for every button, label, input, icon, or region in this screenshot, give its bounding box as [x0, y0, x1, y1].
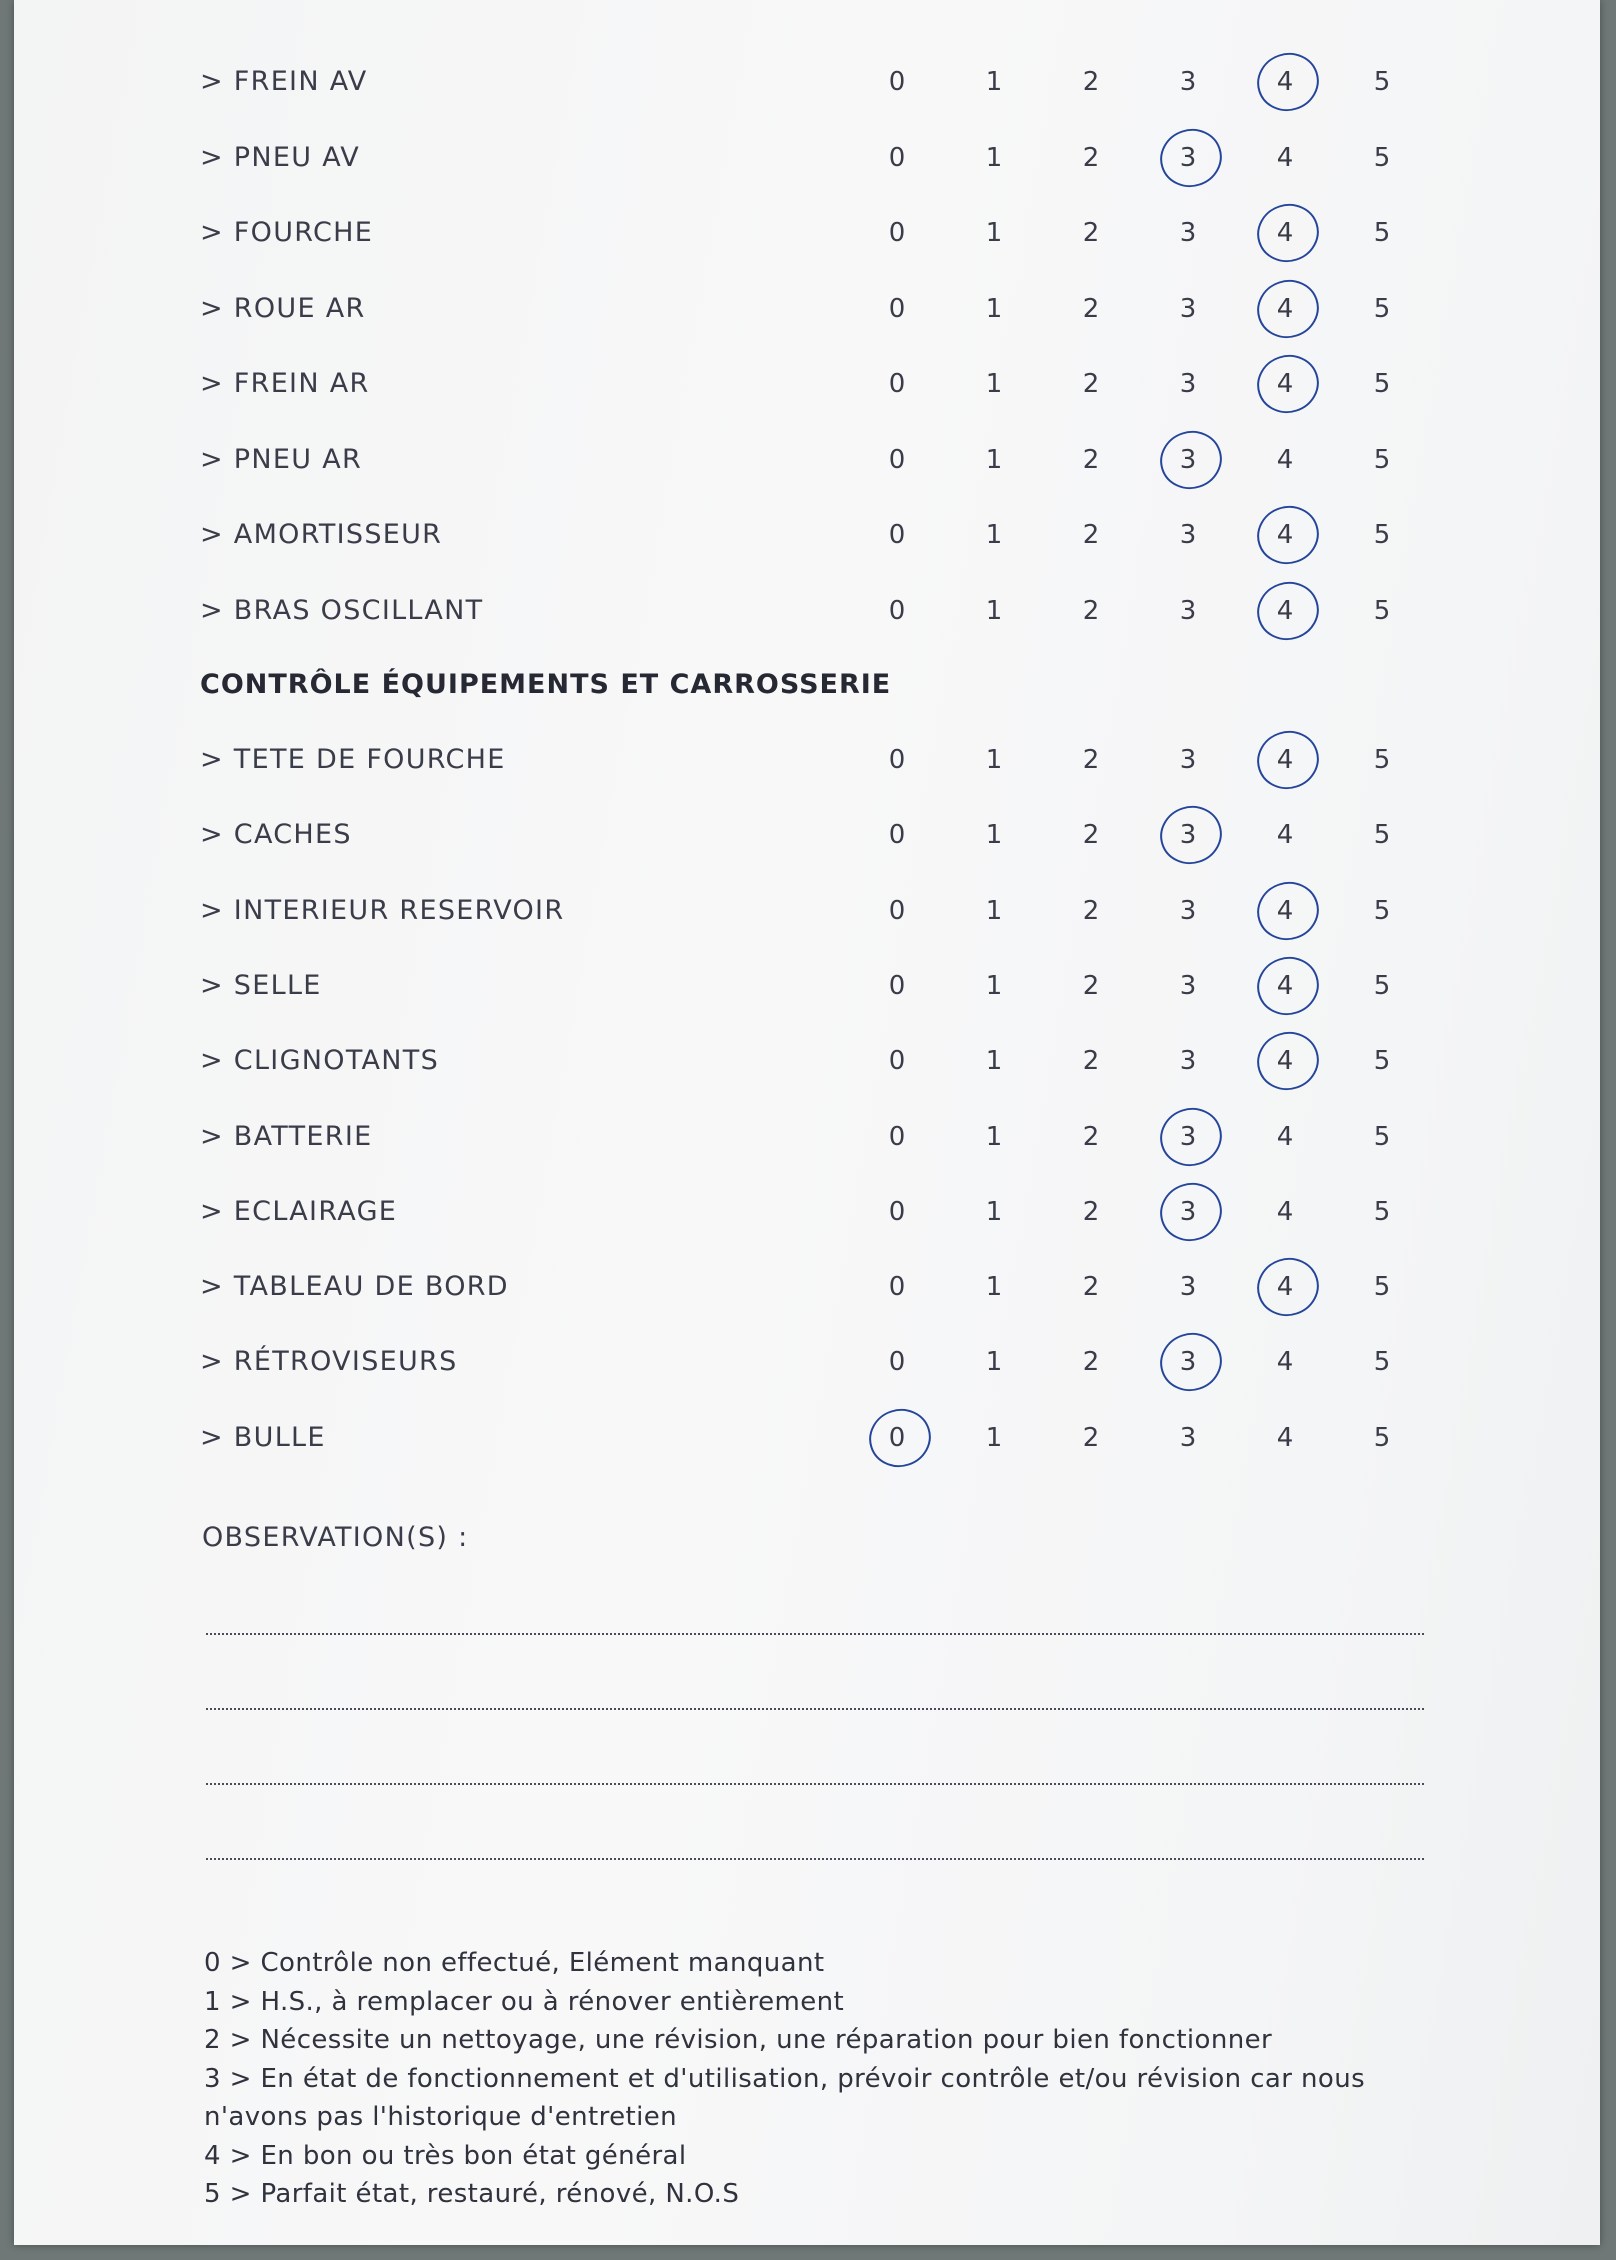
score-option-1[interactable]: 1	[985, 1046, 1003, 1077]
observation-line[interactable]	[206, 1708, 1424, 1710]
score-option-1[interactable]: 1	[985, 218, 1003, 248]
score-option-5[interactable]: 5	[1373, 520, 1391, 550]
score-option-4[interactable]: 4	[1276, 1196, 1294, 1227]
score-option-1[interactable]: 1	[985, 970, 1003, 1001]
score-option-5[interactable]: 5	[1373, 595, 1391, 626]
score-option-3[interactable]: 3	[1179, 895, 1197, 926]
item-label: > TETE DE FOURCHE	[200, 744, 506, 775]
item-label: > BULLE	[200, 1421, 326, 1453]
score-option-3[interactable]: 3	[1179, 745, 1197, 775]
score-option-5[interactable]: 5	[1373, 820, 1391, 851]
score-option-0[interactable]: 0	[888, 1347, 906, 1378]
score-option-0[interactable]: 0	[888, 142, 906, 173]
score-option-1[interactable]: 1	[985, 745, 1003, 775]
score-option-2[interactable]: 2	[1082, 218, 1100, 248]
score-option-2[interactable]: 2	[1082, 1046, 1100, 1077]
score-option-0[interactable]: 0	[888, 67, 906, 97]
score-option-4[interactable]: 4	[1276, 1121, 1294, 1152]
score-option-4[interactable]: 4	[1255, 505, 1315, 565]
score-option-0[interactable]: 0	[888, 895, 906, 926]
score-option-0[interactable]: 0	[888, 369, 906, 399]
rating-row	[14, 1107, 1600, 1167]
score-option-3[interactable]: 3	[1158, 430, 1218, 490]
score-option-4[interactable]: 4	[1255, 354, 1315, 414]
score-option-2[interactable]: 2	[1082, 1272, 1100, 1303]
score-option-2[interactable]: 2	[1082, 520, 1100, 550]
score-option-3[interactable]: 3	[1179, 369, 1197, 399]
score-option-2[interactable]: 2	[1082, 444, 1100, 475]
score-option-3[interactable]: 3	[1158, 1332, 1218, 1392]
rating-row	[14, 1332, 1600, 1392]
score-option-3[interactable]: 3	[1179, 67, 1197, 97]
score-option-2[interactable]: 2	[1082, 745, 1100, 775]
score-option-4[interactable]: 4	[1255, 203, 1315, 263]
score-option-5[interactable]: 5	[1373, 369, 1391, 399]
score-option-3[interactable]: 3	[1179, 595, 1197, 626]
score-option-2[interactable]: 2	[1082, 1422, 1100, 1453]
score-option-4[interactable]: 4	[1276, 820, 1294, 851]
score-option-4[interactable]: 4	[1255, 1257, 1315, 1317]
score-option-3[interactable]: 3	[1158, 1182, 1218, 1242]
rating-row	[14, 581, 1600, 641]
rating-row	[14, 52, 1600, 112]
score-option-5[interactable]: 5	[1373, 293, 1391, 324]
score-option-5[interactable]: 5	[1373, 67, 1391, 97]
score-option-1[interactable]: 1	[985, 520, 1003, 550]
score-option-3[interactable]: 3	[1158, 128, 1218, 188]
score-option-0[interactable]: 0	[888, 520, 906, 550]
score-option-2[interactable]: 2	[1082, 1347, 1100, 1378]
score-option-1[interactable]: 1	[985, 142, 1003, 173]
score-option-4[interactable]: 4	[1255, 881, 1315, 941]
score-option-1[interactable]: 1	[985, 1121, 1003, 1152]
score-option-5[interactable]: 5	[1373, 1196, 1391, 1227]
score-option-2[interactable]: 2	[1082, 67, 1100, 97]
score-option-4[interactable]: 4	[1255, 581, 1315, 641]
rating-row	[14, 505, 1600, 565]
legend-line: 1 > H.S., à remplacer ou à rénover entièrement	[204, 1986, 845, 2017]
item-label: > PNEU AR	[200, 443, 363, 475]
score-option-5[interactable]: 5	[1373, 895, 1391, 926]
rating-row	[14, 805, 1600, 865]
score-option-5[interactable]: 5	[1373, 1272, 1391, 1303]
score-option-5[interactable]: 5	[1373, 218, 1391, 248]
rating-row	[14, 354, 1600, 414]
legend-line: 0 > Contrôle non effectué, Elément manquant	[204, 1948, 825, 1978]
score-option-1[interactable]: 1	[985, 1272, 1003, 1303]
score-option-2[interactable]: 2	[1082, 895, 1100, 926]
rating-legend	[204, 1944, 1444, 2214]
score-option-4[interactable]: 4	[1255, 1031, 1315, 1091]
score-option-3[interactable]: 3	[1179, 520, 1197, 550]
rating-row	[14, 1257, 1600, 1317]
score-option-0[interactable]: 0	[888, 1046, 906, 1077]
score-option-2[interactable]: 2	[1082, 1121, 1100, 1152]
rating-row	[14, 1182, 1600, 1242]
score-option-5[interactable]: 5	[1373, 745, 1391, 775]
item-label: > SELLE	[200, 969, 322, 1001]
score-option-0[interactable]: 0	[888, 820, 906, 851]
rating-row	[14, 730, 1600, 790]
legend-line: 2 > Nécessite un nettoyage, une révision, une réparation pour bien fonctionner	[204, 2025, 1273, 2055]
item-label: > INTERIEUR RESERVOIR	[200, 894, 565, 926]
score-option-2[interactable]: 2	[1082, 142, 1100, 173]
score-option-4[interactable]: 4	[1276, 142, 1294, 173]
score-option-0[interactable]: 0	[867, 1408, 927, 1468]
score-option-2[interactable]: 2	[1082, 595, 1100, 626]
score-option-2[interactable]: 2	[1082, 820, 1100, 851]
score-option-1[interactable]: 1	[985, 895, 1003, 926]
item-label: > BATTERIE	[200, 1120, 373, 1152]
score-option-0[interactable]: 0	[888, 293, 906, 324]
item-label: > FREIN AV	[200, 66, 368, 97]
legend-line: n'avons pas l'historique d'entretien	[204, 2102, 677, 2132]
score-option-1[interactable]: 1	[985, 293, 1003, 324]
observation-line[interactable]	[206, 1858, 1424, 1860]
score-option-0[interactable]: 0	[888, 218, 906, 248]
rating-row	[14, 128, 1600, 188]
legend-line: 4 > En bon ou très bon état général	[204, 2140, 687, 2171]
score-option-5[interactable]: 5	[1373, 1121, 1391, 1152]
score-option-3[interactable]: 3	[1179, 1422, 1197, 1453]
rating-row	[14, 881, 1600, 941]
score-option-5[interactable]: 5	[1373, 444, 1391, 475]
item-label: > RÉTROVISEURS	[200, 1346, 458, 1378]
rating-row	[14, 1408, 1600, 1468]
score-option-1[interactable]: 1	[985, 1422, 1003, 1453]
score-option-3[interactable]: 3	[1158, 805, 1218, 865]
score-option-2[interactable]: 2	[1082, 369, 1100, 399]
score-option-0[interactable]: 0	[888, 970, 906, 1001]
legend-line: 3 > En état de fonctionnement et d'utilisation, prévoir contrôle et/ou révision car nous	[204, 2063, 1366, 2094]
score-option-0[interactable]: 0	[888, 444, 906, 475]
score-option-1[interactable]: 1	[985, 67, 1003, 97]
score-option-3[interactable]: 3	[1179, 970, 1197, 1001]
item-label: > ROUE AR	[200, 292, 366, 324]
score-option-2[interactable]: 2	[1082, 1196, 1100, 1227]
score-option-4[interactable]: 4	[1255, 52, 1315, 112]
score-option-3[interactable]: 3	[1179, 1272, 1197, 1303]
rating-row	[14, 279, 1600, 339]
score-option-0[interactable]: 0	[888, 1272, 906, 1303]
score-option-3[interactable]: 3	[1179, 218, 1197, 248]
item-label: > CACHES	[200, 819, 352, 851]
observations-label: OBSERVATION(S) :	[202, 1522, 469, 1553]
score-option-0[interactable]: 0	[888, 745, 906, 775]
score-option-1[interactable]: 1	[985, 820, 1003, 851]
item-label: > BRAS OSCILLANT	[200, 594, 484, 626]
item-label: > ECLAIRAGE	[200, 1195, 398, 1227]
observation-line[interactable]	[206, 1633, 1424, 1635]
score-option-4[interactable]: 4	[1276, 1422, 1294, 1453]
score-option-3[interactable]: 3	[1158, 1107, 1218, 1167]
score-option-1[interactable]: 1	[985, 595, 1003, 626]
rating-row	[14, 956, 1600, 1016]
score-option-0[interactable]: 0	[888, 595, 906, 626]
observation-line[interactable]	[206, 1783, 1424, 1785]
score-option-1[interactable]: 1	[985, 1196, 1003, 1227]
score-option-4[interactable]: 4	[1276, 444, 1294, 475]
score-option-5[interactable]: 5	[1373, 142, 1391, 173]
item-label: > FREIN AR	[200, 368, 370, 399]
item-label: > TABLEAU DE BORD	[200, 1271, 509, 1303]
score-option-0[interactable]: 0	[888, 1121, 906, 1152]
item-label: > PNEU AV	[200, 141, 361, 173]
score-option-5[interactable]: 5	[1373, 1046, 1391, 1077]
score-option-1[interactable]: 1	[985, 369, 1003, 399]
item-label: > FOURCHE	[200, 217, 374, 248]
score-option-4[interactable]: 4	[1255, 956, 1315, 1016]
score-option-0[interactable]: 0	[888, 1196, 906, 1227]
score-option-4[interactable]: 4	[1255, 730, 1315, 790]
score-option-4[interactable]: 4	[1255, 279, 1315, 339]
legend-line: 5 > Parfait état, restauré, rénové, N.O.S	[204, 2179, 740, 2209]
score-option-1[interactable]: 1	[985, 444, 1003, 475]
score-option-5[interactable]: 5	[1373, 1422, 1391, 1453]
inspection-sheet	[14, 0, 1600, 2245]
rating-row	[14, 203, 1600, 263]
rating-row	[14, 1031, 1600, 1091]
score-option-3[interactable]: 3	[1179, 1046, 1197, 1077]
score-option-2[interactable]: 2	[1082, 970, 1100, 1001]
score-option-5[interactable]: 5	[1373, 1347, 1391, 1378]
rating-row	[14, 430, 1600, 490]
score-option-4[interactable]: 4	[1276, 1347, 1294, 1378]
item-label: > CLIGNOTANTS	[200, 1045, 440, 1077]
score-option-1[interactable]: 1	[985, 1347, 1003, 1378]
item-label: > AMORTISSEUR	[200, 519, 443, 550]
section-title: CONTRÔLE ÉQUIPEMENTS ET CARROSSERIE	[200, 669, 892, 700]
score-option-2[interactable]: 2	[1082, 293, 1100, 324]
score-option-3[interactable]: 3	[1179, 293, 1197, 324]
score-option-5[interactable]: 5	[1373, 970, 1391, 1001]
